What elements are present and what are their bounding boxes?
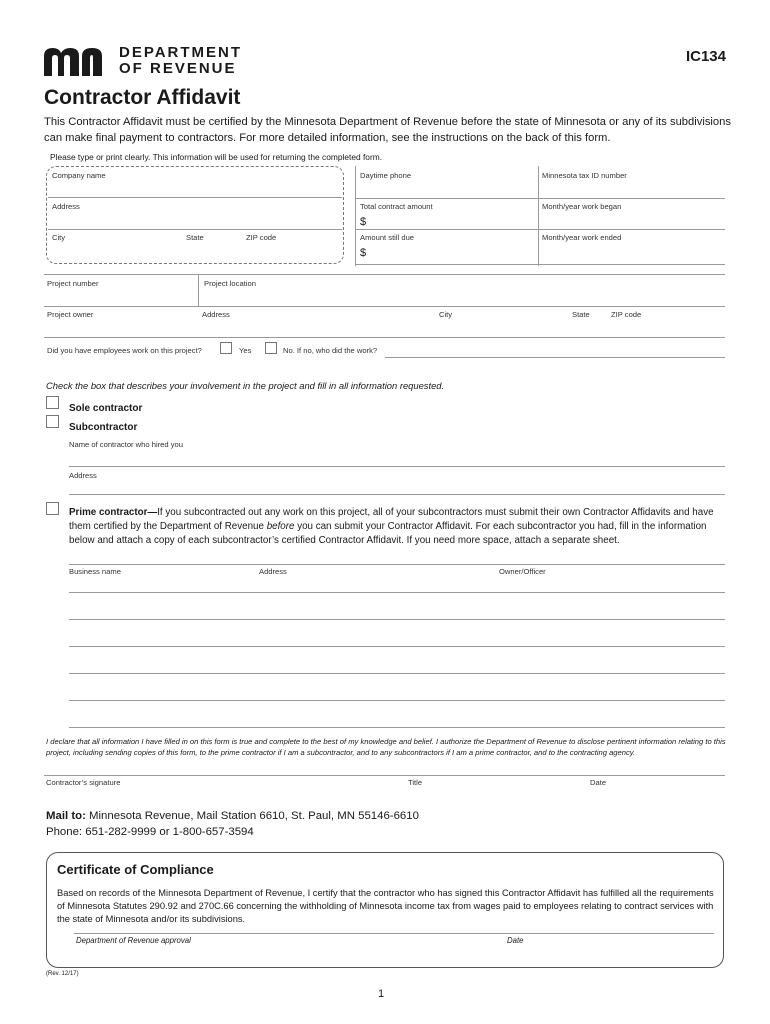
section-divider: [44, 274, 725, 275]
certificate-title: Certificate of Compliance: [57, 862, 214, 877]
project-owner-label: Project owner: [47, 310, 94, 319]
form-code: IC134: [685, 48, 726, 65]
subcontractor-row[interactable]: [69, 619, 725, 620]
business-name-column: Business name: [69, 567, 121, 576]
mail-address: Minnesota Revenue, Mail Station 6610, St. Paul, MN 55146-6610: [85, 810, 419, 822]
subcontractor-row[interactable]: [69, 700, 725, 701]
prime-contractor-heading: Prime contractor—: [69, 507, 158, 518]
page-number: 1: [378, 988, 385, 1000]
prime-text-part2: you can submit your Contractor Affidavit. For each subcontractor you had, fill in the information below and attach a copy of each subcontractor’s certified Contractor Affidavit. If you need more space, attach a separate sheet.: [69, 521, 707, 547]
employees-yes-checkbox[interactable]: [220, 342, 232, 354]
phone-line: Phone: 651-282-9999 or 1-800-657-3594: [46, 826, 254, 838]
subcontractor-address-label: Address: [69, 471, 97, 480]
total-contract-amount-label: Total contract amount: [360, 202, 433, 211]
project-state-label: State: [572, 310, 590, 319]
column-divider: [355, 166, 356, 266]
zip-label: ZIP code: [246, 233, 277, 242]
mn-logo-icon: [44, 46, 112, 76]
month-year-began-label: Month/year work began: [542, 202, 622, 211]
prime-contractor-text: [69, 506, 719, 549]
column-divider: [198, 274, 199, 307]
project-number-label: Project number: [47, 279, 99, 288]
phone-tax-id-field[interactable]: [355, 198, 725, 199]
subcontractor-row[interactable]: [69, 646, 725, 647]
project-location-label: Project location: [204, 279, 256, 288]
project-zip-label: ZIP code: [611, 310, 642, 319]
owner-officer-column: Owner/Officer: [499, 567, 546, 576]
address-label: Address: [52, 202, 80, 211]
mn-tax-id-label: Minnesota tax ID number: [542, 171, 627, 180]
month-year-ended-label: Month/year work ended: [542, 233, 622, 242]
who-did-work-field[interactable]: [385, 357, 725, 358]
prime-contractor-checkbox[interactable]: [46, 502, 59, 515]
declaration-text: I declare that all information I have filled in on this form is true and complete to the best of my knowledge and belief. I authorize the Department of Revenue to disclose pertinent information relating to this project, including sending copies of this form, to the prime contractor if I am a subcontractor, and to any subcontractors if I am a prime contractor, and to the contracting agency.: [46, 737, 726, 757]
contract-amount-field[interactable]: [355, 229, 725, 230]
dollar-sign: $: [360, 247, 367, 259]
mail-address-line: [46, 808, 419, 824]
department-name-line1: DEPARTMENT: [119, 44, 243, 61]
company-name-label: Company name: [52, 171, 106, 180]
prime-text-before: before: [266, 521, 295, 533]
daytime-phone-label: Daytime phone: [360, 171, 412, 180]
certificate-text: Based on records of the Minnesota Department of Revenue, I certify that the contractor who has signed this Contractor Affidavit has fulfilled all the requirements of Minnesota Statutes 290.92 and 270C.66 concerning the withholding of Minnesota income tax from wages paid to employees relating to contract services with the state of Minnesota and/or its subdivisions.: [57, 888, 714, 925]
address-column: Address: [259, 567, 287, 576]
amount-still-due-label: Amount still due: [360, 233, 415, 242]
project-address-label: Address: [202, 310, 230, 319]
subcontractor-checkbox[interactable]: [46, 415, 59, 428]
project-owner-field[interactable]: [44, 337, 725, 338]
page-title: Contractor Affidavit: [44, 86, 241, 109]
subcontractor-label: Subcontractor: [69, 422, 138, 433]
approval-label: Department of Revenue approval: [76, 936, 191, 945]
hired-by-field[interactable]: [69, 466, 725, 467]
subcontractor-address-field[interactable]: [69, 494, 725, 495]
state-label: State: [186, 233, 204, 242]
department-name-line2: OF REVENUE: [119, 60, 237, 77]
city-label: City: [52, 233, 66, 242]
return-address-box: [46, 166, 344, 264]
department-of-revenue-logo: [44, 44, 244, 78]
subcontractor-row[interactable]: [69, 673, 725, 674]
involvement-prompt: Check the box that describes your involvement in the project and fill in all information requested.: [46, 380, 445, 391]
employees-no-checkbox[interactable]: [265, 342, 277, 354]
signature-label: Contractor’s signature: [46, 778, 121, 787]
company-name-field[interactable]: [48, 197, 342, 198]
signature-line[interactable]: [44, 775, 725, 776]
approval-date-label: Date: [507, 936, 524, 945]
employees-question: Did you have employees work on this project?: [47, 346, 202, 355]
date-label: Date: [590, 778, 607, 787]
dollar-sign: $: [360, 216, 367, 228]
table-header-line: [69, 564, 725, 565]
approval-line[interactable]: [74, 933, 714, 934]
employees-yes-label: Yes: [239, 346, 252, 355]
project-number-field[interactable]: [44, 306, 725, 307]
subcontractor-row[interactable]: [69, 592, 725, 593]
amount-due-field[interactable]: [355, 264, 725, 265]
prime-text-part1: If you subcontracted out any work on this project, all of your subcontractors must submit their own Contractor Affidavits and have them certified by the Department of Revenue: [69, 507, 714, 533]
title-label: Title: [408, 778, 423, 787]
subcontractor-row[interactable]: [69, 727, 725, 728]
column-divider: [538, 166, 539, 266]
mail-to-block: [46, 808, 419, 840]
hired-by-label: Name of contractor who hired you: [69, 440, 183, 449]
sole-contractor-checkbox[interactable]: [46, 396, 59, 409]
sole-contractor-label: Sole contractor: [69, 403, 143, 414]
intro-text: This Contractor Affidavit must be certified by the Minnesota Department of Revenue before the state of Minnesota or any of its subdivisions can make final payment to contractors. For more detailed information, see the instructions on the back of this form.: [44, 116, 731, 144]
project-city-label: City: [439, 310, 453, 319]
revision-date: (Rev. 12/17): [46, 971, 79, 977]
employees-no-label: No. If no, who did the work?: [283, 346, 378, 355]
address-field[interactable]: [48, 229, 342, 230]
print-instructions: Please type or print clearly. This information will be used for returning the completed form.: [50, 152, 383, 162]
mail-to-label: Mail to:: [46, 810, 86, 822]
